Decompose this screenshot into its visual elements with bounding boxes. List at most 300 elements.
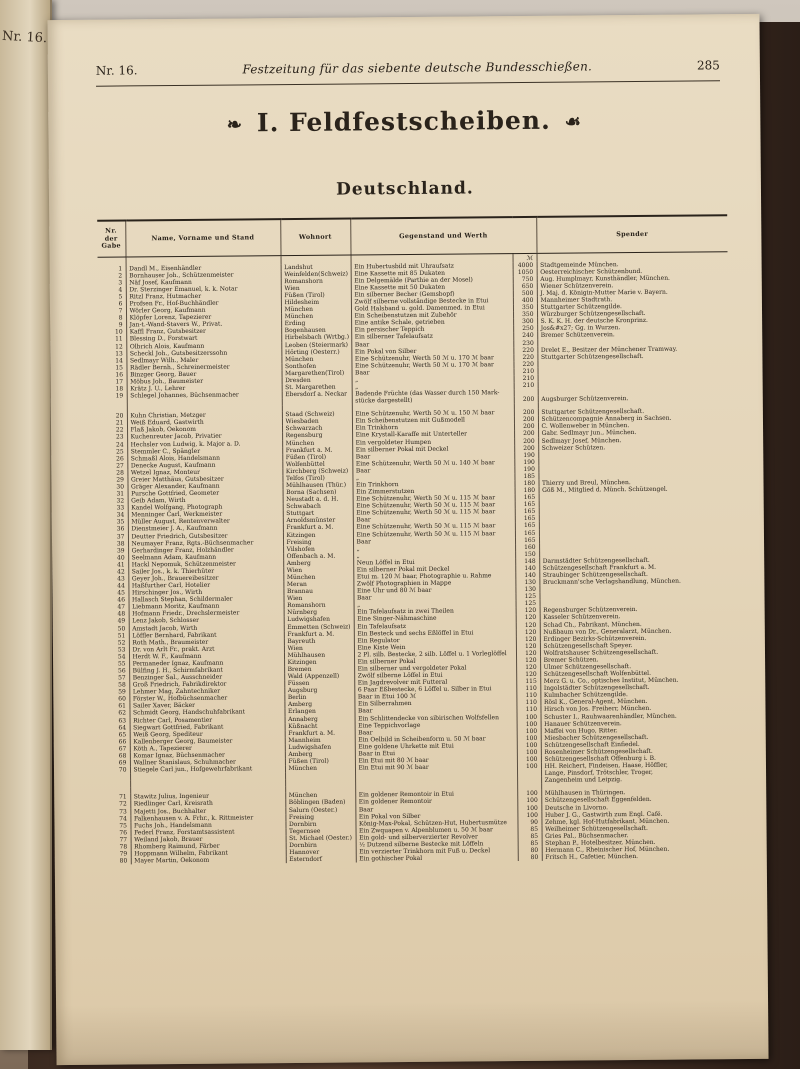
- cell-nr: 64: [118, 724, 127, 732]
- cell-name: Sailer Xaver, Bäcker: [129, 701, 284, 709]
- header-name: Name, Vorname und Stand: [125, 219, 280, 256]
- cell-nr: 22: [115, 426, 124, 434]
- cell-value: 185: [514, 473, 538, 480]
- cell-donor: Nußbaum von Dr., Generalarzt, München.: [540, 627, 731, 636]
- cell-ort: Sonthofen: [281, 362, 351, 370]
- cell-nr: 1: [118, 265, 123, 273]
- cell-ort: München: [283, 573, 353, 581]
- cell-ort: Frankfurt a. M.: [282, 446, 352, 454]
- cell-ort: Nürnberg: [284, 609, 354, 617]
- cell-ort: Frankfurt a. M.: [283, 524, 353, 532]
- cell-value: 100: [517, 811, 541, 818]
- cell-donor: Göß M., Mitglied d. Münch. Schützengel.: [539, 485, 730, 494]
- cell-gift: Ein vergoldeter Humpen: [352, 438, 514, 446]
- cell-gift: Ein Oelbild in Scheibenform u. 50 ℳ baar: [355, 735, 517, 743]
- cell-donor: Schweizer Schützen.: [538, 443, 729, 452]
- cell-value: 100: [517, 763, 541, 770]
- cell-value: 190: [514, 452, 538, 459]
- cell-name: Wörler Georg, Kaufmann: [126, 306, 281, 314]
- cell-value: 100: [517, 728, 541, 735]
- cell-value: 100: [517, 735, 541, 742]
- cell-gift: Badende Früchte (das Wasser durch 150 Mark-: [352, 389, 514, 397]
- cell-gift: Eine Schützenuhr, Werth 50 ℳ u. 150 ℳ baar: [352, 409, 514, 417]
- cell-nr: 66: [118, 738, 127, 746]
- cell-value: 120: [516, 650, 540, 657]
- cell-nr: 35: [116, 518, 125, 526]
- cell-ort: Brannau: [283, 588, 353, 596]
- cell-nr: 6: [118, 300, 123, 308]
- cell-donor: J. Maj. d. Königin-Mutter Marie v. Bayern.: [537, 288, 728, 297]
- cell-value: 100: [517, 720, 541, 727]
- cell-ort: Salurn (Oester.): [285, 806, 355, 814]
- cell-nr: 30: [116, 483, 125, 491]
- cell-gift: Baar: [353, 593, 515, 601]
- cell-gift: Eine Schützenuhr, Werth 50 ℳ u. 140 ℳ baar: [352, 459, 514, 467]
- cell-gift: Baar: [355, 728, 517, 736]
- cell-name: Weiß Eduard, Gastwirth: [127, 418, 282, 426]
- header-gift: Gegenstand und Werth: [350, 217, 536, 255]
- cell-ort: St. Michael (Oester.): [286, 834, 356, 842]
- cell-name: Kuhn Christian, Metzger: [127, 411, 282, 419]
- cell-nr: 45: [117, 589, 125, 597]
- cell-gift: Ein silberner Tafelaufsatz: [351, 332, 513, 340]
- cell-name: Dienstmeier J. A., Kaufmann: [128, 525, 283, 533]
- cell-ort: Neustadt a. d. H.: [283, 496, 353, 504]
- cell-ort: Wolfenbüttel: [282, 460, 352, 468]
- cell-gift: 6 Paar Eßbestecke, 6 Löffel u. Silber in Etui: [354, 685, 516, 693]
- cell-donor: Deutsche in Livorno.: [541, 803, 732, 812]
- cell-name: Dr. von Arlt Fr., prakt. Arzt: [129, 645, 284, 653]
- cell-nr: 11: [115, 335, 123, 343]
- cell-value: 200: [514, 444, 538, 451]
- cell-nr: 80: [119, 857, 128, 865]
- cell-ort: Böblingen (Baden): [285, 799, 355, 807]
- cell-nr: 36: [116, 525, 125, 533]
- cell-value: 100: [517, 756, 541, 763]
- cell-ort: Hannover: [286, 848, 356, 856]
- cell-gift: Ein Pokal von Silber: [351, 347, 513, 355]
- cell-nr: 34: [116, 511, 125, 519]
- cell-name: Schlegel Johannes, Büchsenmacher: [127, 391, 282, 399]
- previous-page-edge: [0, 0, 52, 1050]
- cell-name: Weiß Georg, Spediteur: [130, 730, 285, 738]
- cell-ort: Emmetten (Schweiz): [284, 623, 354, 631]
- cell-nr: 37: [116, 533, 125, 541]
- cell-donor: Lange, Pinsdorf, Trötschler, Troger,: [541, 768, 732, 777]
- cell-name: Lenz Jakob, Schlosser: [129, 617, 284, 625]
- cell-value: 165: [515, 529, 539, 536]
- cell-nr: 52: [117, 639, 126, 647]
- cell-name: Kallenberger Georg, Baumeister: [130, 737, 285, 745]
- cell-nr: 27: [116, 462, 124, 470]
- cell-ort: Bayreuth: [284, 637, 354, 645]
- cell-gift: Baar: [353, 537, 515, 545]
- cell-ort: Küßnacht: [285, 722, 355, 730]
- cell-ort: Wien: [283, 595, 353, 603]
- cell-donor: Weilheimer Schützengesellschaft.: [542, 824, 733, 833]
- cell-donor: Gries Pal., Büchsenmacher.: [542, 831, 733, 840]
- cell-nr: 78: [119, 843, 128, 851]
- right-ornament-icon: ☙: [564, 111, 582, 133]
- cell-value: 165: [515, 494, 539, 501]
- issue-number: Nr. 16.: [95, 63, 138, 78]
- cell-gift: Ein silberner und vergoldeter Pokal: [354, 664, 516, 672]
- cell-nr: 33: [116, 504, 125, 512]
- header-nr: Nr. der Gabe: [97, 220, 125, 256]
- cell-value: 100: [517, 790, 541, 797]
- cell-ort: Freising: [285, 813, 355, 821]
- cell-gift: Eine Kassette mit 85 Dukaten: [351, 269, 513, 277]
- cell-name: Näf Josef, Kaufmann: [126, 278, 281, 286]
- cell-ort: Erding: [281, 320, 351, 328]
- cell-nr: 48: [117, 610, 126, 618]
- cell-gift: Ein gold- und silberverzierter Revolver: [356, 833, 518, 841]
- cell-gift: Eine Kassette mit 50 Dukaten: [351, 283, 513, 291]
- cell-name: Scheckl Joh., Gutsbesitzerssohn: [126, 349, 281, 357]
- cell-ort: München: [281, 313, 351, 321]
- cell-nr: 21: [115, 419, 124, 427]
- cell-name: Kaffl Franz, Gutsbesitzer: [126, 327, 281, 335]
- cell-nr: 56: [117, 667, 126, 675]
- cell-ort: Landshut: [281, 263, 351, 271]
- cell-value: 200: [514, 430, 538, 437]
- cell-nr: 31: [116, 490, 125, 498]
- cell-value: 100: [517, 804, 541, 811]
- running-header: [96, 58, 720, 83]
- cell-nr: 61: [118, 702, 126, 710]
- cell-ort: Regensburg: [282, 432, 352, 440]
- cell-ort: St. Margarethen: [282, 383, 352, 391]
- cell-value: 120: [516, 664, 540, 671]
- cell-value: 120: [516, 614, 540, 621]
- cell-ort: Mannheim: [285, 736, 355, 744]
- cell-nr: 70: [118, 766, 127, 774]
- cell-name: Rädler Bernh., Schreinermeister: [126, 363, 281, 371]
- cell-donor: Stadtgemeinde München.: [537, 260, 728, 269]
- cell-gift: Ein goldener Remontoir: [355, 797, 517, 805]
- cell-ort: München: [281, 355, 351, 363]
- cell-donor: Huber J. G., Gastwirth zum Engl. Café.: [541, 810, 732, 819]
- cell-ort: Erlangen: [284, 708, 354, 716]
- cell-nr: 53: [117, 646, 126, 654]
- cell-gift: „: [352, 382, 514, 390]
- cell-value: 165: [515, 501, 539, 508]
- cell-value: 200: [514, 423, 538, 430]
- cell-value: 300: [513, 318, 537, 325]
- cell-gift: „: [352, 473, 514, 481]
- cell-ort: Dornbirn: [285, 820, 355, 828]
- cell-gift: Ein Zimmerstutzen: [353, 487, 515, 495]
- cell-value: 190: [514, 459, 538, 466]
- cell-name: Geib Adam, Wirth: [128, 496, 283, 504]
- cell-nr: 28: [116, 469, 124, 477]
- cell-donor: Bruckmann'sche Verlagshandlung, München.: [539, 577, 730, 586]
- cell-value: 220: [513, 346, 537, 353]
- cell-gift: Ein Zwquapen v. Alpenblumen u. 50 ℳ baar: [356, 826, 518, 834]
- cell-name: Geyer Joh., Brauereibesitzer: [128, 574, 283, 582]
- cell-gift: Ein Besteck und sechs Eßlöffel in Etui: [354, 629, 516, 637]
- cell-nr: 19: [115, 392, 124, 400]
- cell-ort: Schwarzach: [282, 425, 352, 433]
- cell-value: 120: [516, 671, 540, 678]
- cell-ort: Freising: [283, 538, 353, 546]
- cell-nr: 9: [118, 321, 123, 329]
- cell-nr: 73: [119, 807, 127, 816]
- cell-name: Profsen Fr., Hof-Buchhändler: [126, 299, 281, 307]
- cell-donor: Drelet E., Besitzer der Münchener Tramway.: [537, 345, 728, 354]
- cell-donor: Schützengesellschaft Einfiedel.: [541, 740, 732, 749]
- cell-name: Schmaßl Alois, Handelsmann: [127, 454, 282, 462]
- cell-gift: Ein Delgemälde (Parthie an der Mosel): [351, 276, 513, 284]
- cell-donor: Kulmbacher Schützengilde.: [540, 691, 731, 700]
- cell-ort: Romanshorn: [284, 602, 354, 610]
- cell-name: Kandel Wolfgang, Photograph: [128, 503, 283, 511]
- cell-name: Wetzel Ignaz, Monteur: [127, 468, 282, 476]
- cell-gift: Zwölf silberne Löffel in Etui: [354, 671, 516, 679]
- cell-ort: Augsburg: [284, 687, 354, 695]
- cell-name: Sailer Jos., k. k. Thierhüter: [128, 567, 283, 575]
- cell-value: 210: [514, 368, 538, 375]
- cell-nr: 7: [118, 307, 123, 315]
- cell-nr: 42: [117, 568, 125, 576]
- cell-ort: Wald (Appenzell): [284, 673, 354, 681]
- cell-gift: stücke dargestellt): [352, 396, 514, 404]
- cell-name: Greier Matthäus, Gutsbesitzer: [127, 475, 282, 483]
- cell-ort: Mühlhausen: [284, 651, 354, 659]
- cell-value: 148: [515, 558, 539, 565]
- cell-gift: „: [353, 544, 515, 552]
- cell-value: 240: [513, 332, 537, 339]
- cell-gift: Ein Tafelaufsatz in zwei Theilen: [354, 607, 516, 615]
- cell-nr: 71: [119, 793, 127, 801]
- cell-nr: 12: [115, 342, 123, 351]
- cell-name: Lehmer Mag, Zahntechniker: [129, 687, 284, 695]
- cell-ort: Schwabach: [283, 503, 353, 511]
- cell-name: Blessing D., Forstwart: [126, 335, 281, 343]
- cell-nr: 8: [118, 314, 123, 322]
- cell-nr: 59: [118, 688, 126, 696]
- cell-gift: Eine Singer-Nähmaschine: [354, 615, 516, 623]
- cell-donor: Bremer Schützenverein.: [537, 331, 728, 340]
- cell-donor: Hanauer Schützenverein.: [541, 719, 732, 728]
- cell-value: 100: [517, 797, 541, 804]
- cell-gift: Ein Jagdrevolver mit Futteral: [354, 678, 516, 686]
- table-header-row: [97, 215, 727, 257]
- cell-donor: Hirsch von Jos. Freiherr, München.: [540, 705, 731, 714]
- cell-value: 200: [514, 416, 538, 423]
- cell-nr: 51: [117, 632, 126, 640]
- cell-name: Ritzl Franz, Hutmacher: [126, 292, 281, 300]
- cell-gift: Ein Silberrahmen: [354, 699, 516, 707]
- cell-name: Müller August, Rentenverwalter: [128, 517, 283, 525]
- cell-name: Hallasch Stephan, Schildermaler: [128, 595, 283, 603]
- cell-nr: 76: [119, 829, 128, 837]
- cell-name: Federl Franz, Forstamtsassistent: [131, 828, 286, 836]
- cell-name: Hirschinger Jos., Wirth: [128, 588, 283, 596]
- cell-gift: Ein verzierter Trinkhorn mit Fuß u. Deckel: [356, 847, 518, 855]
- cell-value: 4000: [513, 262, 537, 269]
- cell-gift: Gold Halsband u. gold. Damenmed. in Etui: [351, 304, 513, 312]
- cell-nr: 41: [117, 561, 125, 569]
- cell-donor: Sedlmayr Josef, München.: [538, 436, 729, 445]
- cell-name: Hofmann Friedr., Drechslermeister: [129, 609, 284, 617]
- cell-value: 85: [518, 826, 542, 833]
- cell-value: 650: [513, 283, 537, 290]
- cell-value: 110: [516, 685, 540, 692]
- cell-nr: 3: [118, 279, 123, 287]
- country-heading: Deutschland.: [335, 178, 474, 200]
- cell-ort: Ebersdorf a. Neckar: [282, 391, 352, 399]
- cell-name: Majetti Jos., Buchhalter: [130, 807, 285, 815]
- cell-nr: 23: [115, 433, 124, 441]
- cell-value: 160: [515, 544, 539, 551]
- cell-ort: Amberg: [285, 750, 355, 758]
- cell-ort: Vilshofen: [283, 545, 353, 553]
- cell-value: 80: [518, 847, 542, 854]
- cell-gift: Baar: [352, 368, 514, 376]
- cell-nr: 54: [117, 653, 126, 661]
- cell-ort: München: [285, 765, 355, 773]
- cell-donor: C. Wollenweber in München.: [538, 422, 729, 431]
- cell-donor: Gabr. Sedlmayr jun., München.: [538, 429, 729, 438]
- cell-donor: Jos&#x27; Gg. in Wurzen.: [537, 324, 728, 333]
- header-donor: Spender: [536, 215, 727, 253]
- table-body: [98, 251, 733, 864]
- cell-ort: München: [282, 439, 352, 447]
- cell-ort: Telfos (Tirol): [282, 474, 352, 482]
- cell-value: 125: [515, 593, 539, 600]
- publication-title: Festzeitung für das siebente deutsche Bundesschießen.: [242, 59, 593, 77]
- cell-nr: 10: [115, 328, 123, 336]
- cell-name: Klöpfer Lorenz, Tapezierer: [126, 313, 281, 321]
- cell-value: 190: [514, 466, 538, 473]
- cell-ort: Kitzingen: [284, 658, 354, 666]
- cell-gift: Eine Schützenuhr, Werth 50 ℳ u. 115 ℳ baar: [353, 530, 515, 538]
- section-title-text: I. Feldfestscheiben.: [256, 105, 551, 138]
- cell-donor: Wiener Schützenverein.: [537, 281, 728, 290]
- cell-donor: Mannheimer Stadtrath.: [537, 295, 728, 304]
- unit-cell: ℳ: [513, 253, 537, 262]
- cell-name: Flaß Jakob, Oekonom: [127, 425, 282, 433]
- cell-name: Gräger Alexander, Kaufmann: [128, 482, 283, 490]
- cell-gift: Eine Schützenuhr, Werth 50 ℳ u. 115 ℳ baar: [353, 508, 515, 516]
- cell-donor: Rosenheimer Schützengesellschaft.: [541, 747, 732, 756]
- cell-gift: „: [353, 551, 515, 559]
- cell-value: 115: [516, 678, 540, 685]
- cell-donor: Mühlhausen in Thüringen.: [541, 789, 732, 798]
- cell-nr: 47: [117, 603, 126, 611]
- cell-value: 180: [514, 480, 538, 487]
- cell-donor: Schützengesellschaft Eggenfelden.: [541, 796, 732, 805]
- cell-name: Neumayer Franz, Rgts.-Büchsenmacher: [128, 539, 283, 547]
- cell-gift: Baar: [353, 515, 515, 523]
- cell-value: 85: [518, 833, 542, 840]
- cell-value: 120: [516, 636, 540, 643]
- cell-gift: Eine Teppichvorlage: [355, 721, 517, 729]
- cell-donor: Thierry und Breul, München.: [539, 478, 730, 487]
- cell-nr: 29: [116, 476, 124, 484]
- cell-value: 85: [518, 840, 542, 847]
- cell-ort: München: [281, 306, 351, 314]
- cell-value: 140: [515, 565, 539, 572]
- cell-nr: 14: [115, 357, 123, 365]
- cell-gift: Ein Etui mit 90 ℳ baar: [355, 763, 517, 771]
- cell-ort: Staad (Schweiz): [282, 411, 352, 419]
- cell-name: Herdt W. F., Kaufmann: [129, 652, 284, 660]
- cell-ort: Frankfurt a. M.: [284, 630, 354, 638]
- cell-gift: 2 Pl. silb. Bestecke, 2 silb. Löffel u. 1 Vorleglöffel: [354, 650, 516, 658]
- cell-nr: 5: [118, 293, 123, 301]
- cell-value: 165: [515, 515, 539, 522]
- cell-nr: 20: [115, 412, 124, 420]
- cell-name: Löffler Bernhard, Fabrikant: [129, 631, 284, 639]
- cell-ort: Amberg: [283, 559, 353, 567]
- cell-ort: Füßen (Tirol): [281, 291, 351, 299]
- cell-name: Hoppmann Wilhelm, Fabrikant: [131, 849, 286, 857]
- cell-name: Binzger Georg, Bauer: [127, 370, 282, 378]
- cell-nr: 69: [118, 759, 127, 767]
- cell-ort: Bogenhausen: [281, 327, 351, 335]
- cell-gift: König-Max-Pokal, Schützen-Hut, Hubertusmütze: [355, 819, 517, 827]
- cell-gift: Baar: [355, 805, 517, 813]
- cell-donor: Schuster I., Rauhwaarenhändler, München.: [541, 712, 732, 721]
- cell-nr: 38: [116, 540, 125, 548]
- cell-gift: Ein Trinkhorn: [352, 423, 514, 431]
- cell-gift: Ein gothischer Pokal: [356, 854, 518, 862]
- cell-name: Liebmann Moritz, Kaufmann: [129, 602, 284, 610]
- cell-ort: Bremen: [284, 665, 354, 673]
- book-page: [47, 14, 768, 1065]
- cell-value: 120: [516, 621, 540, 628]
- cell-nr: 2: [118, 272, 123, 280]
- cell-donor: Stuttgarter Schützengilde.: [537, 302, 728, 311]
- cell-ort: Füssen: [284, 680, 354, 688]
- cell-nr: 16: [115, 371, 124, 379]
- cell-nr: 26: [116, 455, 124, 463]
- cell-value: 80: [518, 854, 542, 861]
- cell-nr: 49: [117, 617, 126, 626]
- cell-name: Köth A., Tapezierer: [130, 744, 285, 752]
- cell-ort: Dornbirn: [286, 841, 356, 849]
- cell-donor: Ulmer Schützengesellschaft.: [540, 662, 731, 671]
- cell-value: 90: [517, 819, 541, 826]
- cell-value: 500: [513, 290, 537, 297]
- cell-gift: Neun Löffel in Etui: [353, 558, 515, 566]
- cell-nr: 4: [118, 286, 123, 294]
- cell-nr: 62: [118, 709, 127, 718]
- cell-ort: Wien: [284, 644, 354, 652]
- cell-ort: Romanshorn: [281, 277, 351, 285]
- cell-value: 120: [516, 657, 540, 664]
- cell-gift: Ein Scheibenstutzen mit Gußmodell: [352, 416, 514, 424]
- left-ornament-icon: ❧: [226, 114, 244, 136]
- page-shadow: [56, 999, 768, 1065]
- cell-gift: Ein Etui mit 80 ℳ baar: [355, 756, 517, 764]
- cell-gift: Baar: [354, 707, 516, 715]
- cell-donor: Schützencompagnie Annaberg in Sachsen.: [538, 414, 729, 423]
- cell-ort: Kitzingen: [283, 531, 353, 539]
- cell-gift: Eine goldene Uhrkette mit Etui: [355, 742, 517, 750]
- section-title: [48, 104, 760, 139]
- cell-nr: 46: [117, 596, 126, 604]
- cell-donor: Rösl K., General-Agent, München.: [540, 698, 731, 707]
- cell-value: 400: [513, 297, 537, 304]
- cell-ort: Esterndorf: [286, 856, 356, 864]
- cell-donor: Ingolstädter Schützengesellschaft.: [540, 683, 731, 692]
- cell-donor: Würzburger Schützengesellschaft.: [537, 309, 728, 318]
- cell-ort: Leoben (Steiermark): [281, 341, 351, 349]
- cell-value: 350: [513, 311, 537, 318]
